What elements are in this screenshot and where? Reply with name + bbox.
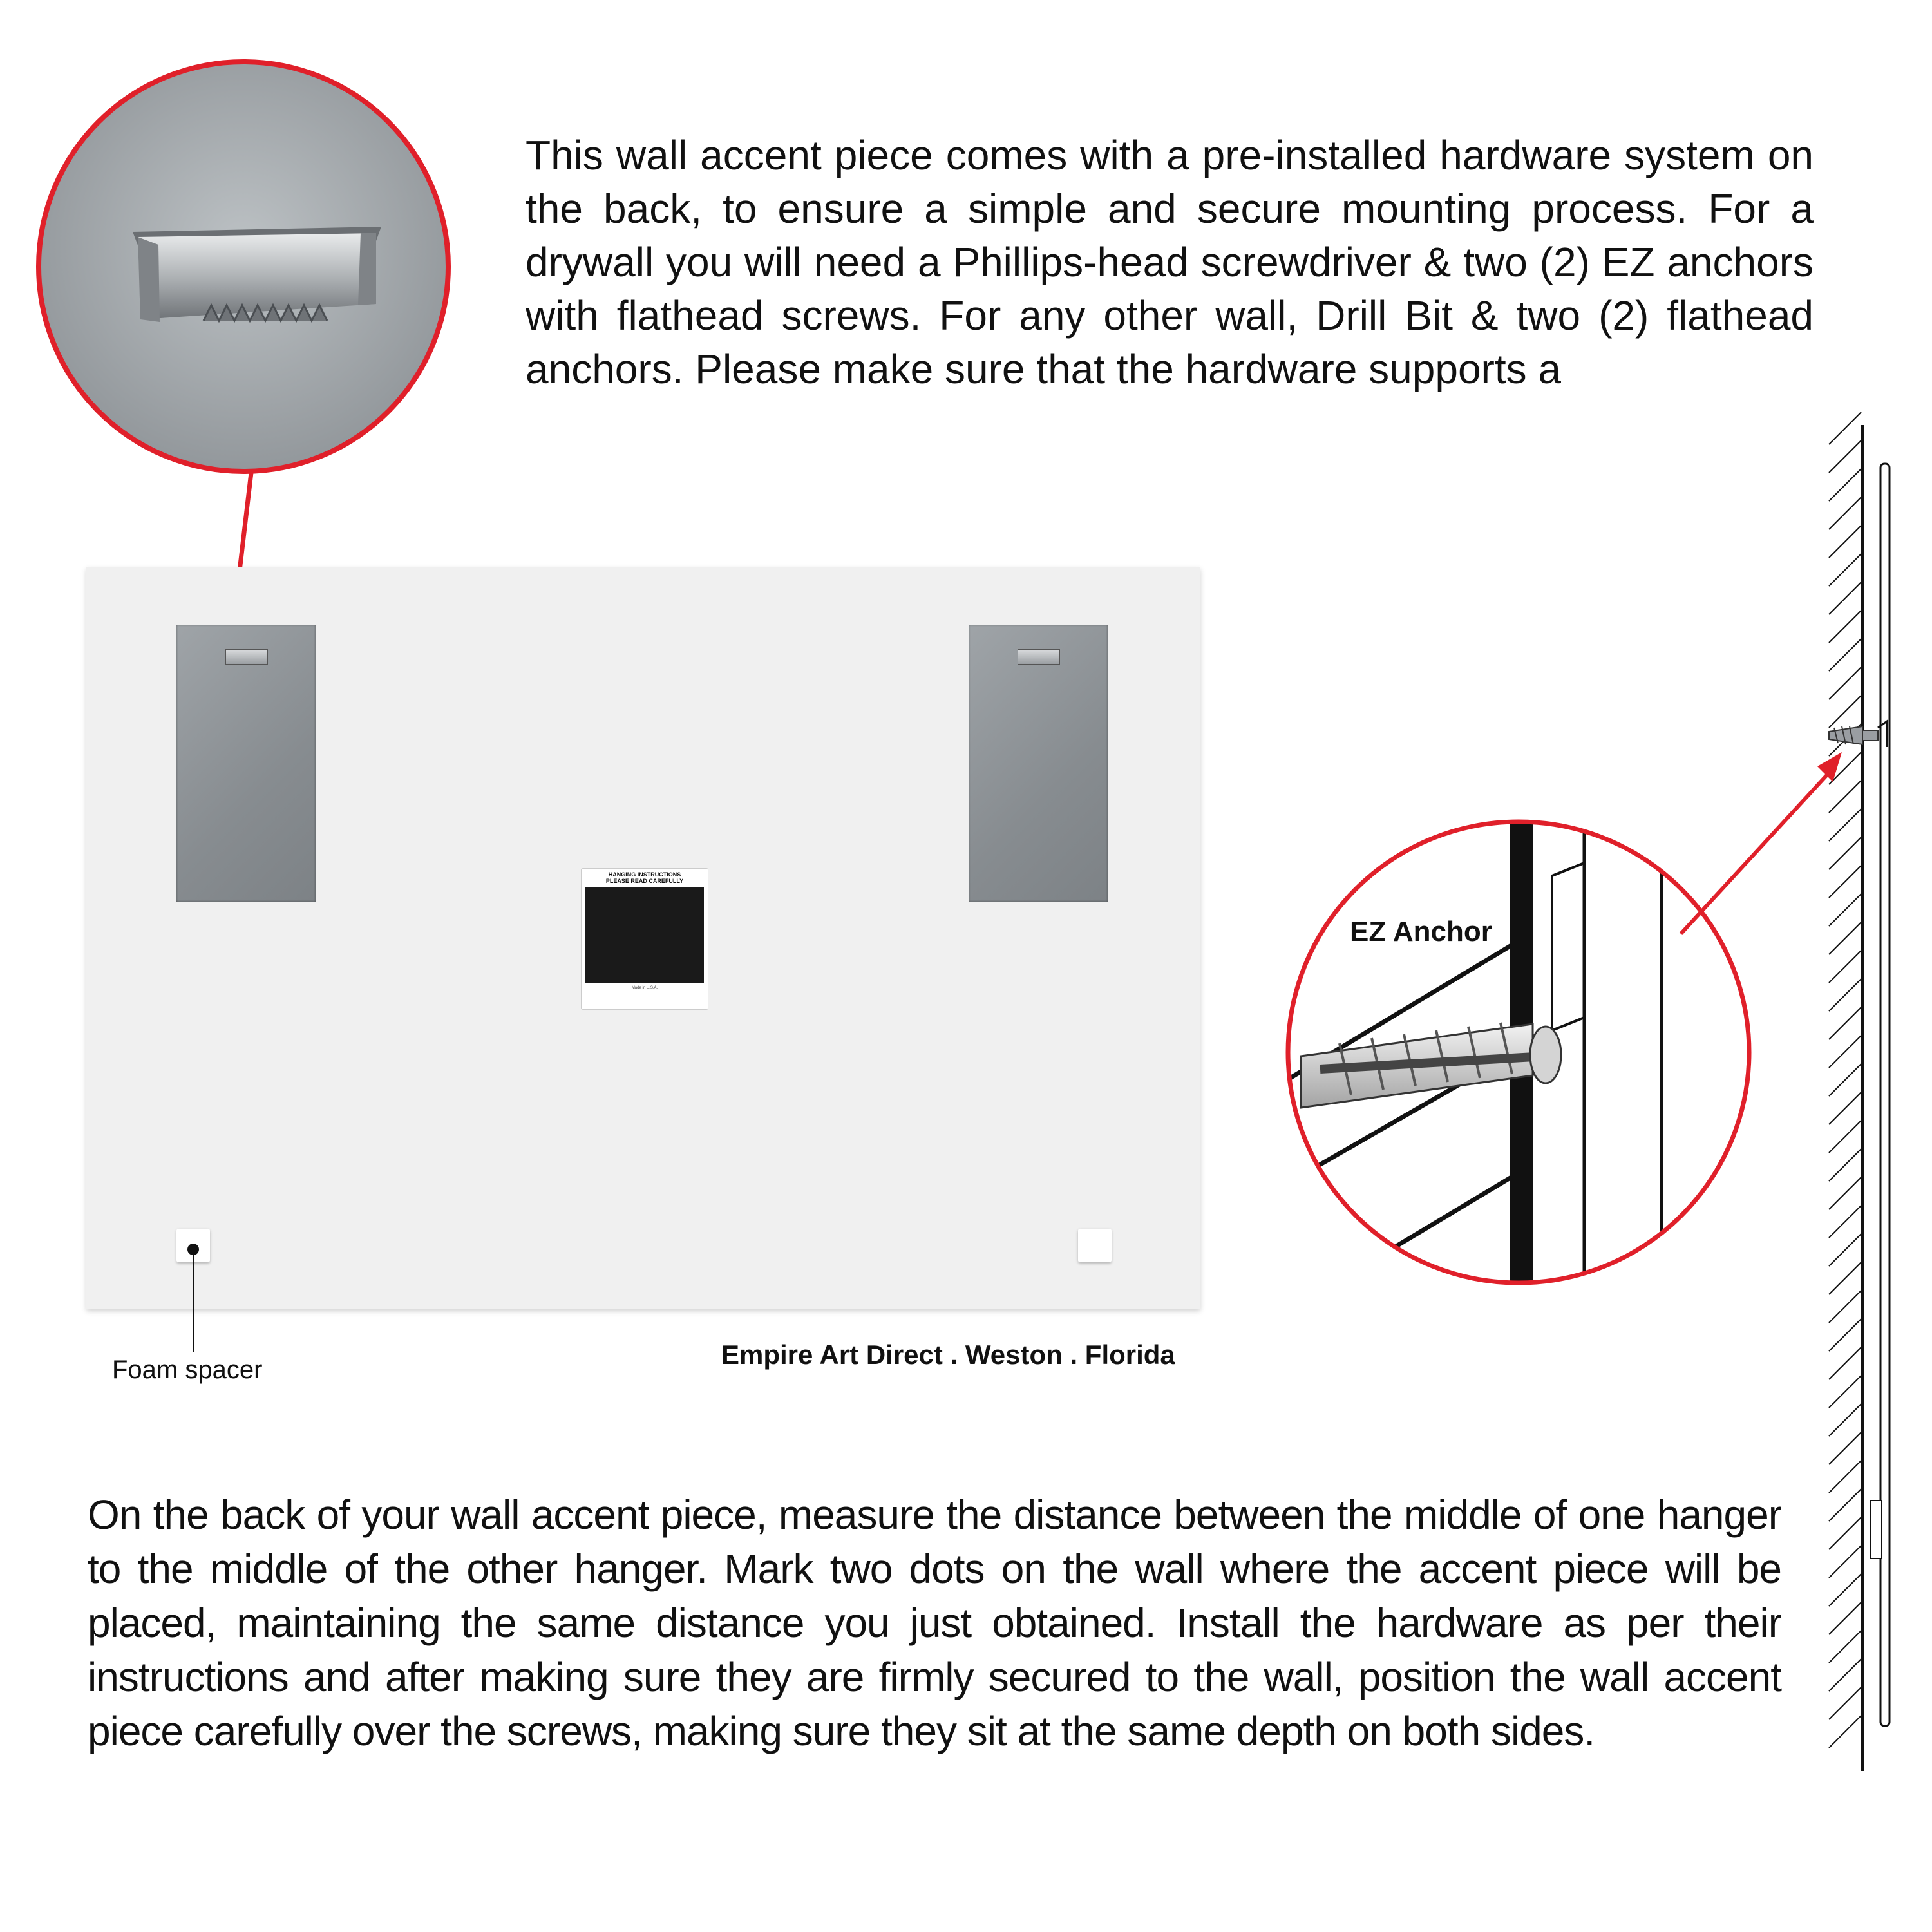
right-hanger-plate <box>969 625 1108 902</box>
label-footer: Made in U.S.A. <box>631 986 658 990</box>
screw-side-view <box>1829 721 1887 747</box>
accent-panel-back <box>86 567 1200 1309</box>
sawtooth-hanger <box>225 649 268 665</box>
foam-spacer-label: Foam spacer <box>112 1356 263 1384</box>
company-credit: Empire Art Direct . Weston . Florida <box>721 1340 1175 1370</box>
foam-spacer-side <box>1870 1501 1882 1558</box>
hanging-instructions-label <box>581 868 708 1010</box>
ez-anchor-label: EZ Anchor <box>1350 916 1492 947</box>
hanger-zoom-callout <box>0 0 489 618</box>
label-instruction-block <box>585 887 704 983</box>
foam-spacer-pointer <box>180 1236 206 1352</box>
instructions-paragraph: On the back of your wall accent piece, measure the distance between the middle of one hanger to the middle of the other hanger. Mark two dots on the wall where the accent piece will be placed, maintaining the same distance you just obtained. Install the hardware as per their instructions and after making sure they are firmly secured to the wall, position the wall accent piece carefully over the screws, making sure they sit at the same depth on both sides. <box>88 1492 1781 1754</box>
label-title: HANGING INSTRUCTIONS <box>608 871 681 878</box>
ez-anchor-zoom-callout <box>1262 747 1842 1327</box>
left-hanger-plate <box>176 625 316 902</box>
callout-arrowhead <box>1817 752 1842 782</box>
intro-paragraph: This wall accent piece comes with a pre-installed hardware system on the back, to ensure a simple and secure mounting process. For a drywall you will need a Phillips-head screwdriver & two (2) EZ anchors with flathead screws. For any other wall, Drill Bit & two (2) flathead anchors. Please make sure that the hardware supports a <box>526 132 1814 392</box>
screw-head <box>1530 1027 1561 1083</box>
sawtooth-hanger <box>1018 649 1060 665</box>
label-subtitle: PLEASE READ CAREFULLY <box>605 878 684 884</box>
callout-line <box>1681 773 1829 934</box>
foam-spacer-right <box>1078 1229 1112 1262</box>
